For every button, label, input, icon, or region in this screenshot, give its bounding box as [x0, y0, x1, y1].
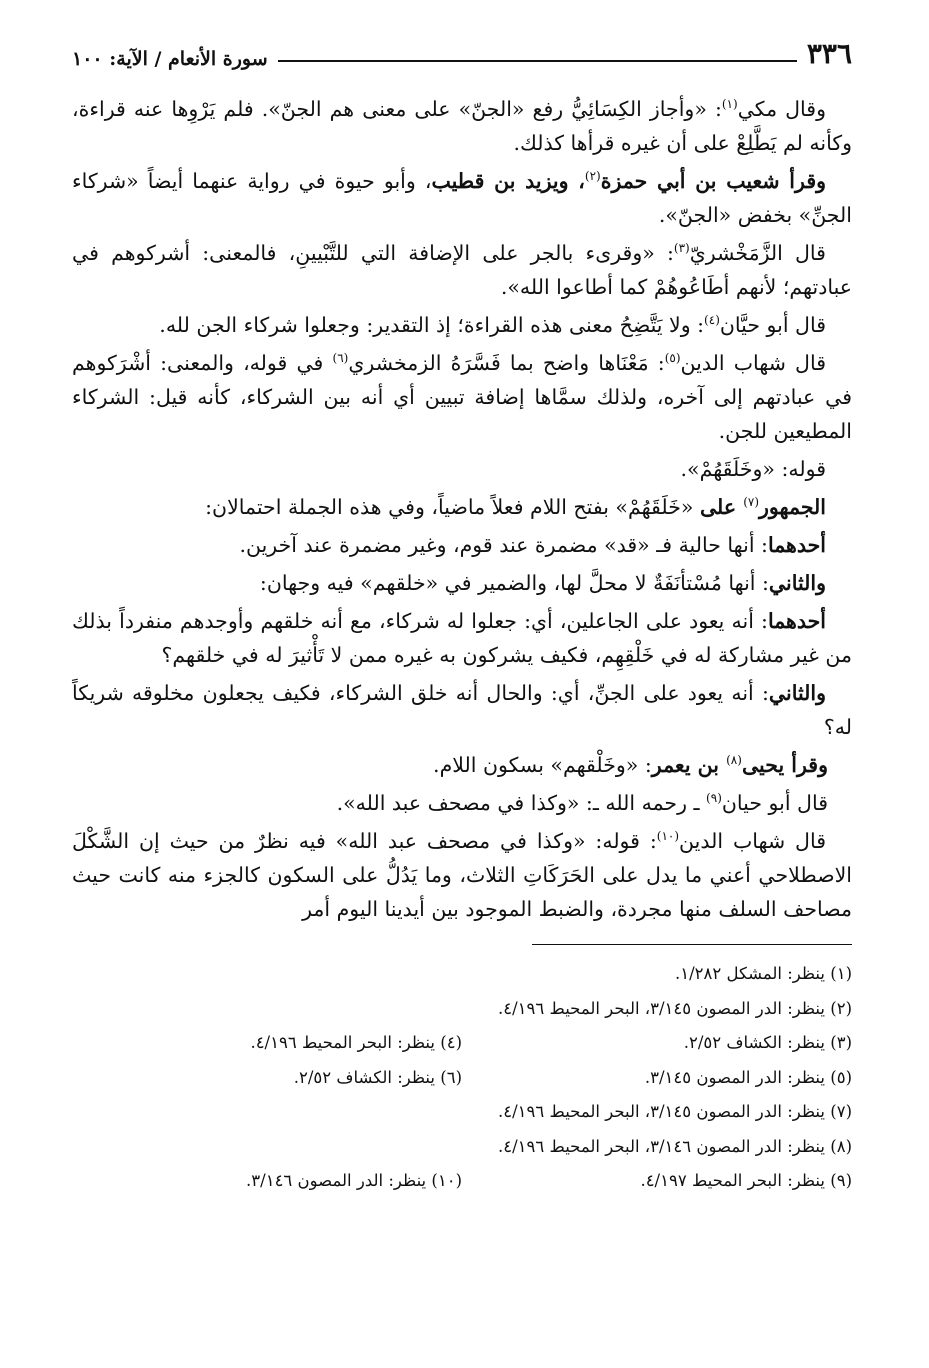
footnote-ref: (٤)	[704, 313, 720, 328]
body-paragraph	[72, 528, 852, 562]
footnote-row	[72, 1061, 852, 1096]
footnote: (١) ينظر: المشكل ١/٢٨٢.	[675, 964, 852, 983]
bold-text: على	[699, 495, 744, 519]
text-segment: : قوله: «وكذا في مصحف عبد الله» فيه نظرٌ من حيث إن الشَّكْلَ الاصطلاحي أعني ما يدل على الحَرَكَاتِ الثلاث، وما يَدُلُّ على السكون كالجزء منه كانت حيث مصاحف السلف منها مجردة، والضبط الموجود بين أيدينا اليوم أمر	[72, 829, 852, 921]
body-paragraph	[72, 452, 852, 486]
body-paragraph	[72, 748, 852, 782]
footnote-ref: (٨)	[726, 753, 742, 768]
text-segment: قوله: «وخَلَقَهُمْ».	[680, 457, 826, 481]
text-segment: : «وأجاز الكِسَائِيُّ رفع «الجنّ» على معنى هم الجنّ». فلم يَرْوِها عنه قراءة، وكأنه لم يَطَّلِعْ على أن غيره قرأها كذلك.	[72, 97, 852, 155]
text-segment: «خَلَقَهُمْ» بفتح اللام فعلاً ماضياً، وفي هذه الجملة احتمالان:	[205, 495, 700, 519]
text-segment: : أنه يعود على الجنِّ، أي: والحال أنه خلق الشركاء، فكيف يجعلون مخلوقه شريكاً له؟	[72, 681, 852, 739]
footnote: (٣) ينظر: الكشاف ٢/٥٢.	[683, 1033, 852, 1052]
running-title: سورة الأنعام / الآية: ١٠٠	[72, 48, 268, 70]
text-segment: : أنها مُسْتأنَفَةٌ لا محلَّ لها، والضمير في «خلقهم» فيه وجهان:	[259, 571, 769, 595]
footnote-row	[72, 1095, 852, 1130]
footnote-separator	[532, 944, 852, 945]
body-paragraph	[72, 566, 852, 600]
text-segment: في قوله، والمعنى: أشْرَكوهم في عبادتهم إلى آخره، ولذلك سمَّاها إضافة تبيين أي أنه بين الشركاء، كأنه قيل: الشركاء المطيعين للجن.	[72, 351, 852, 443]
bold-text: وقرأ يحيى	[741, 753, 828, 777]
bold-text: بن يعمر	[651, 753, 727, 777]
text-segment: : «وقرىء بالجر على الإضافة التي للتَّبْيينِ، فالمعنى: أشركوهم في عبادتهم؛ لأنهم أطَاعُوهُمْ كما أطاعوا الله».	[72, 241, 852, 299]
bold-text: أحدهما	[767, 609, 826, 633]
body-paragraph	[72, 604, 852, 672]
body-paragraph	[72, 676, 852, 744]
footnote-ref: (٧)	[743, 495, 760, 510]
page-number: ٣٣٦	[806, 37, 852, 70]
footnote-ref: (٢)	[584, 169, 601, 184]
body-paragraph	[72, 490, 852, 524]
footnote: (٨) ينظر: الدر المصون ٣/١٤٦، البحر المحيط ٤/١٩٦.	[498, 1136, 852, 1156]
footnote: (٤) ينظر: البحر المحيط ٤/١٩٦.	[250, 1033, 462, 1052]
text-segment: وقال مكي	[737, 97, 826, 121]
footnote: (٩) ينظر: البحر المحيط ٤/١٩٧.	[640, 1171, 852, 1190]
footnote-ref: (٥)	[664, 351, 681, 366]
footnote: (٢) ينظر: الدر المصون ٣/١٤٥، البحر المحيط ٤/١٩٦.	[498, 998, 852, 1018]
page	[72, 30, 852, 1199]
text-segment: : «وخَلْقهم» بسكون اللام.	[433, 753, 652, 777]
body-paragraph	[72, 824, 852, 926]
bold-text: ، ويزيد بن قطيب	[431, 169, 585, 193]
text-segment: ، وأبو حيوة في رواية عنهما أيضاً «شركاء الجنِّ» بخفض «الجنّ».	[72, 169, 852, 227]
text-segment: قال الزَّمَخْشريّ	[689, 241, 826, 265]
bold-text: وقرأ شعيب بن أبي حمزة	[600, 169, 827, 193]
text-segment: قال شهاب الدين	[680, 351, 826, 375]
bold-text: الجمهور	[759, 495, 826, 519]
footnote-row	[72, 992, 852, 1027]
footnote-row	[72, 1130, 852, 1165]
footnote: (١٠) ينظر: الدر المصون ٣/١٤٦.	[246, 1171, 462, 1190]
text-segment: قال أبو حيَّان	[719, 313, 826, 337]
footnote-row	[72, 1164, 852, 1199]
footnote: (٧) ينظر: الدر المصون ٣/١٤٥، البحر المحيط ٤/١٩٦.	[498, 1102, 852, 1121]
footnote-row	[72, 1026, 852, 1061]
text-segment: : أنها حالية فـ «قد» مضمرة عند قوم، وغير مضمرة عند آخرين.	[239, 533, 768, 557]
text-segment: : مَعْنَاها واضح بما فَسَّرَهُ الزمخشري	[348, 351, 665, 375]
footnote-ref: (٣)	[673, 241, 690, 256]
bold-text: والثاني	[768, 571, 826, 595]
body-text	[72, 92, 852, 926]
text-segment: : ولا يَتَّضِحُ معنى هذه القراءة؛ إذ التقدير: وجعلوا شركاء الجن لله.	[159, 313, 705, 337]
footnote-ref: (١)	[721, 97, 738, 112]
body-paragraph	[72, 164, 852, 232]
text-segment: ـ رحمه الله ـ: «وكذا في مصحف عبد الله».	[336, 791, 707, 815]
footnote-ref: (١٠)	[656, 829, 680, 844]
body-paragraph	[72, 308, 852, 342]
bold-text: أحدهما	[767, 533, 826, 557]
body-paragraph	[72, 236, 852, 304]
text-segment: قال أبو حيان	[721, 791, 828, 815]
footnote: (٦) ينظر: الكشاف ٢/٥٢.	[293, 1067, 462, 1087]
footnote: (٥) ينظر: الدر المصون ٣/١٤٥.	[644, 1067, 852, 1087]
page-header	[72, 30, 852, 70]
body-paragraph	[72, 346, 852, 448]
text-segment: : أنه يعود على الجاعلين، أي: جعلوا له شركاء، مع أنه خلقهم وأوجدهم منفرداً بذلك من غير مشاركة له في خَلْقِهِم، فكيف يشركون به غيره ممن لا تَأْثيرَ له في خلقهم؟	[72, 609, 852, 667]
footnote-ref: (٩)	[706, 791, 722, 806]
body-paragraph	[72, 786, 852, 820]
bold-text: والثاني	[768, 681, 826, 705]
text-segment: قال شهاب الدين	[679, 829, 826, 853]
body-paragraph	[72, 92, 852, 160]
footnote-row	[72, 957, 852, 992]
footnote-ref: (٦)	[332, 351, 349, 366]
header-rule	[278, 60, 797, 62]
footnotes	[72, 957, 852, 1199]
